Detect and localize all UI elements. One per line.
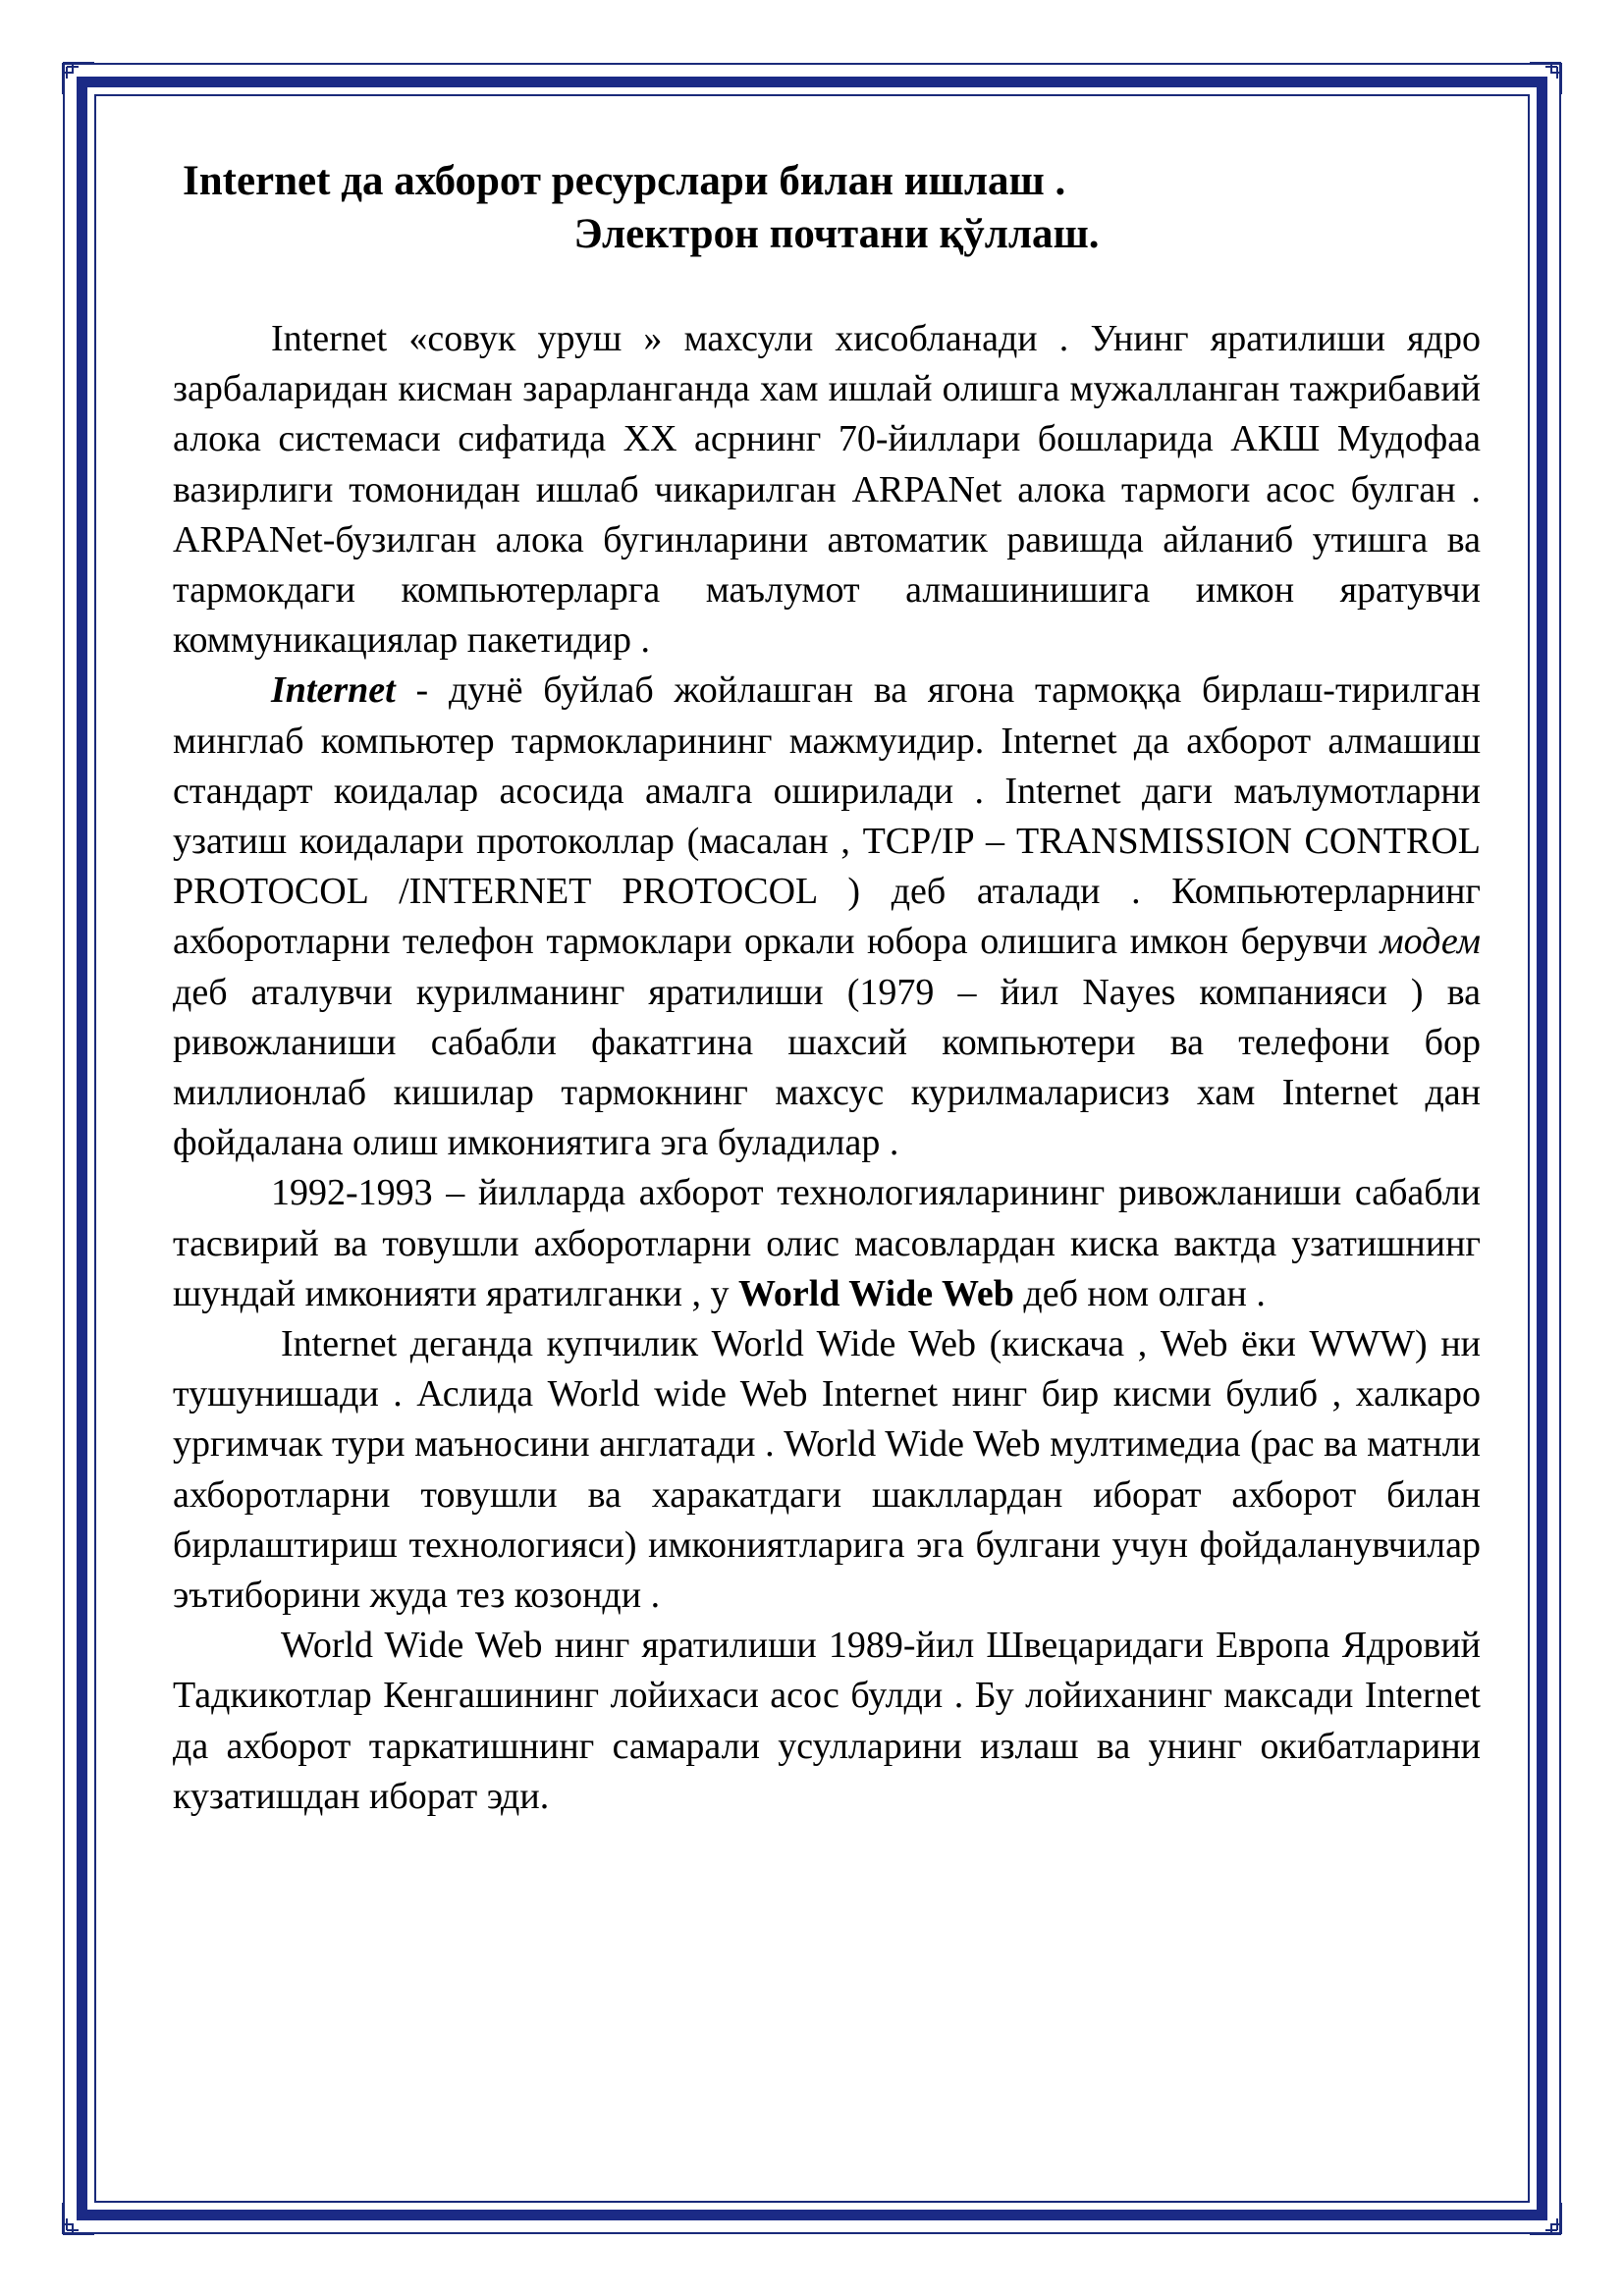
corner-ornament-icon: [1526, 59, 1565, 98]
paragraph-4: Internet деганда купчилик World Wide Web (кискача , Web ёки WWW) ни тушунишади . Аслида World wide Web Internet нинг бир кисми булиб , халкаро ургимчак тури маъносини англатади . World Wide Web мултимедиа (рас ва матнли ахборотларни товушли ва харакатдаги шакллардан иборат ахборот билан бирлаштириш технологияси) имкониятларига эга булгани учун фойдаланувчилар эътиборини жуда тез козонди .: [173, 1323, 1481, 1617]
paragraph-2-text-b: деб аталувчи курилманинг яратилиши (1979 – йил Nayes компанияси ) ва ривожланиши сабабли факатгина шахсий компьютери ва телефони бор миллионлаб кишилар тармокнинг махсус курилмаларисиз хам Internet дан фойдалана олиш имкониятига эга буладилар .: [173, 971, 1481, 1164]
paragraph-5: World Wide Web нинг яратилиши 1989-йил Швецаридаги Европа Ядровий Тадкикотлар Кенгашининг лойихаси асос булди . Бу лойиханинг максади Internet да ахборот таркатишнинг самарали усулларини излаш ва унинг окибатларини кузатишдан иборат эди.: [173, 1625, 1481, 1817]
corner-ornament-icon: [1526, 2199, 1565, 2238]
paragraph-1: Internet «совук уруш » махсули хисобланади . Унинг яратилиши ядро зарбаларидан кисман зарарланганда хам ишлай олишга мужалланган тажрибавий алока системаси сифатида ХХ асрнинг 70-йиллари бошларида АКШ Мудофаа вазирлиги томонидан ишлаб чикарилган ARPANet алока тармоги асос булган . ARPANet-бузилган алока бугинларини автоматик равишда айланиб утишга ва тармокдаги компьютерларга маълумот алмашинишига имкон яратувчи коммуникациялар пакетидир .: [173, 318, 1481, 662]
document-subtitle: Электрон почтани қўллаш.: [573, 211, 1100, 257]
term-world-wide-web: World Wide Web: [738, 1272, 1014, 1314]
paragraph-2-text-a: - дунё буйлаб жойлашган ва ягона тармоққа бирлаш-тирилган минглаб компьютер тармокларининг мажмуидир. Internet да ахборот алмашиш стандарт коидалар асосида амалга оширилади . Internet даги маълумотларни узатиш коидалари протоколлар (масалан , TCP/IP – TRANSMISSION CONTROL PROTOCOL /INTERNET PROTOCOL ) деб аталади . Компьютерларнинг ахборотларни телефон тармоклари оркали юбора олишига имкон берувчи: [173, 669, 1481, 963]
document-content: [173, 155, 1481, 1822]
term-internet: Internet: [271, 669, 396, 712]
document-body: [173, 314, 1481, 1822]
paragraph-3: [173, 1168, 1481, 1319]
paragraph-2: [173, 666, 1481, 1168]
corner-ornament-icon: [59, 59, 98, 98]
corner-ornament-icon: [59, 2199, 98, 2238]
term-modem: модем: [1380, 921, 1481, 963]
document-title: Internet да ахборот ресурслари билан ишлаш .: [183, 158, 1066, 204]
paragraph-3-text-b: деб ном олган .: [1013, 1272, 1266, 1314]
paragraph-3-text-a: 1992-1993 – йилларда ахборот технологияларининг ривожланиши сабабли тасвирий ва товушли ахборотларни олис масовлардан киска вактда узатишнинг шундай имконияти яратилганки , у: [173, 1172, 1481, 1314]
